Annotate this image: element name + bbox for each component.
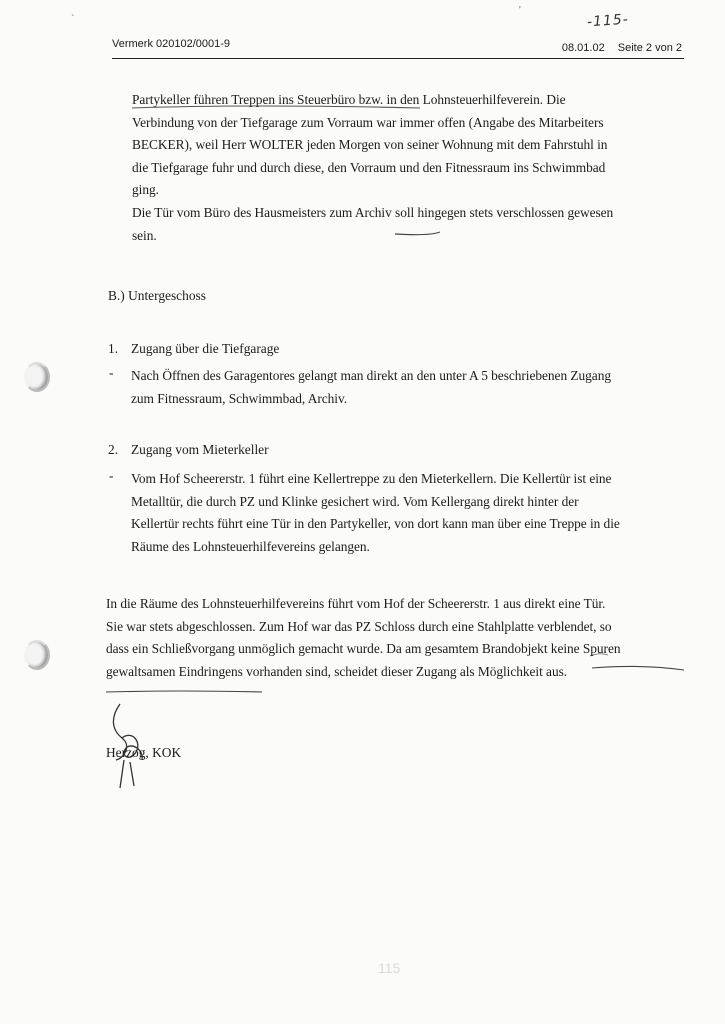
text-line: ging. — [132, 182, 159, 198]
hole-punch-mark — [24, 640, 50, 670]
scan-speck: ' — [519, 5, 521, 16]
signature-name: Herzog, KOK — [106, 745, 182, 760]
page-number-stamp: -115- — [586, 11, 630, 31]
text-line: zum Fitnessraum, Schwimmbad, Archiv. — [131, 390, 348, 406]
text-line: Verbindung von der Tiefgarage zum Vorraum war immer offen (Angabe des Mitarbeiters — [132, 114, 604, 130]
scan-speck: ` — [71, 14, 75, 25]
section-heading: B.) Untergeschoss — [108, 288, 206, 303]
document-reference: Vermerk 020102/0001-9 — [112, 38, 231, 50]
text-line: Partykeller führen Treppen ins Steuerbüro bzw. in den Lohnsteuerhilfeverein. Die — [132, 92, 566, 107]
text-line: Kellertür rechts führt eine Tür in den Partykeller, von dort kann man über eine Treppe in die — [131, 516, 620, 532]
text-line: Nach Öffnen des Garagentores gelangt man direkt an den unter A 5 beschriebenen Zugang — [131, 368, 611, 383]
item-body — [131, 365, 611, 410]
text-line: BECKER), weil Herr WOLTER jeden Morgen von seiner Wohnung mit dem Fahrstuhl in — [132, 137, 608, 153]
list-dash: - — [109, 468, 114, 483]
text-line: Die Tür vom Büro des Hausmeisters zum Archiv soll hingegen stets verschlossen gewesen — [132, 204, 614, 220]
text-line: Vom Hof Scheererstr. 1 führt eine Kellertreppe zu den Mieterkellern. Die Kellertür ist eine — [131, 471, 612, 486]
text-line: In die Räume des Lohnsteuerhilfevereins führt vom Hof der Scheererstr. 1 aus direkt eine Tür. — [106, 596, 606, 611]
item-number: 1. — [108, 341, 119, 356]
document-date: 08.01.02 — [561, 42, 605, 54]
text-line: gewaltsamen Eindringens vorhanden sind, scheidet dieser Zugang als Möglichkeit aus. — [106, 663, 568, 679]
hole-punch-mark — [24, 362, 50, 392]
list-dash: - — [109, 365, 114, 380]
paragraph-2 — [106, 593, 620, 683]
text-line: dass ein Schließvorgang unmöglich gemacht wurde. Da am gesamtem Brandobjekt keine Spuren — [106, 641, 621, 657]
faint-page-number: 115 — [378, 960, 401, 976]
text-line: Metalltür, die durch PZ und Klinke gesichert wird. Vom Kellergang direkt hinter der — [131, 493, 579, 509]
text-line: die Tiefgarage fuhr und durch diese, den Vorraum und den Fitnessraum ins Schwimmbad — [132, 159, 606, 175]
text-line: Räume des Lohnsteuerhilfevereins gelangen. — [131, 538, 370, 554]
text-line: sein. — [132, 227, 157, 243]
item-number: 2. — [108, 442, 119, 457]
item-title: Zugang vom Mieterkeller — [131, 442, 269, 457]
text-line: Sie war stets abgeschlossen. Zum Hof war das PZ Schloss durch eine Stahlplatte verblendet, so — [106, 618, 612, 634]
item-body — [131, 468, 620, 558]
page-indicator: Seite 2 von 2 — [617, 42, 682, 54]
item-title: Zugang über die Tiefgarage — [131, 341, 280, 356]
